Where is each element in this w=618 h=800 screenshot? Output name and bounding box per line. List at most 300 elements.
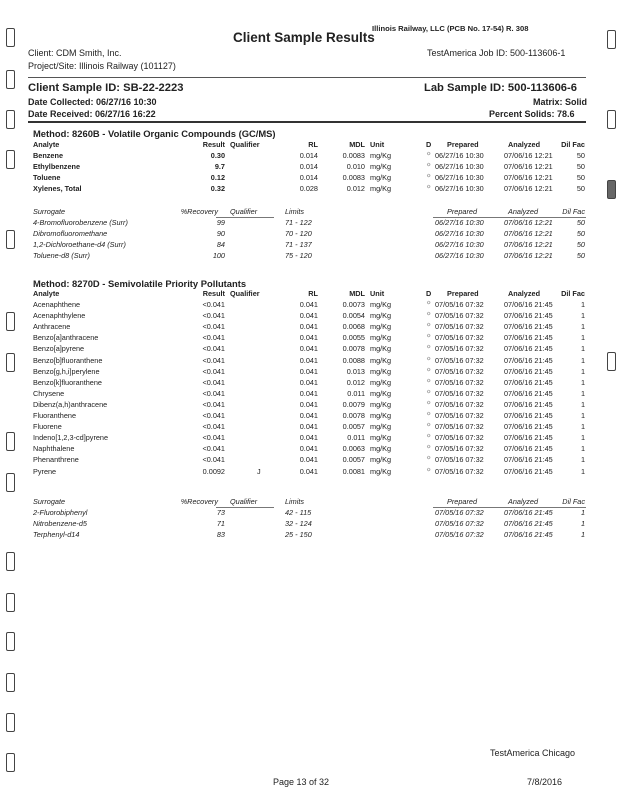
rl-value: 0.041: [299, 377, 318, 387]
prepared-date: 07/05/16 07:32: [435, 399, 484, 409]
col-d: D: [426, 289, 432, 298]
unit-value: mg/Kg: [370, 444, 392, 454]
analyte-name: Acenaphthene: [33, 300, 81, 310]
col-recovery: %Recovery: [180, 207, 218, 216]
dil-fac-value: 1: [580, 466, 585, 476]
lab-sample-id: Lab Sample ID: 500-113606-6: [424, 82, 577, 94]
analyte-name: Benzo[a]anthracene: [33, 333, 99, 343]
result-value: <0.041: [202, 444, 225, 454]
analyte-name: Pyrene: [33, 466, 57, 476]
col-surrogate: Surrogate: [33, 207, 66, 216]
limits-value: 70 - 120: [285, 229, 312, 239]
table-row: [33, 400, 593, 411]
rl-value: 0.014: [299, 162, 318, 172]
surrogate-name: Toluene-d8 (Surr): [33, 251, 90, 261]
rl-value: 0.041: [299, 399, 318, 409]
dil-fac-value: 1: [580, 322, 585, 332]
col-prepared: Prepared: [447, 140, 479, 149]
binder-hole: [607, 352, 616, 371]
analyzed-date: 07/06/16 21:45: [504, 399, 553, 409]
dil-fac-value: 1: [580, 311, 585, 321]
analyzed-date: 07/06/16 21:45: [504, 355, 553, 365]
analyte-name: Anthracene: [33, 322, 71, 332]
mdl-value: 0.0083: [342, 151, 365, 161]
results-body: [33, 151, 593, 195]
dry-weight-icon: ☼: [426, 366, 432, 373]
table-row: [33, 184, 593, 195]
col-analyzed: Analyzed: [508, 207, 539, 216]
prepared-date: 07/05/16 07:32: [435, 519, 484, 529]
rl-value: 0.041: [299, 444, 318, 454]
footer-page: Page 13 of 32: [273, 777, 330, 787]
result-value: <0.041: [202, 344, 225, 354]
prepared-date: 07/05/16 07:32: [435, 508, 484, 518]
analyzed-date: 07/06/16 21:45: [504, 322, 553, 332]
dil-fac-value: 1: [580, 300, 585, 310]
dil-fac-value: 1: [580, 377, 585, 387]
col-limits: Limits: [285, 497, 305, 506]
prepared-date: 06/27/16 10:30: [435, 251, 484, 261]
dry-weight-icon: ☼: [426, 399, 432, 406]
col-qualifier: Qualifier: [230, 140, 260, 149]
dry-weight-icon: ☼: [426, 377, 432, 384]
dil-fac-value: 1: [580, 355, 585, 365]
col-unit: Unit: [370, 289, 385, 298]
result-value: 9.7: [214, 162, 225, 172]
dil-fac-value: 50: [576, 240, 585, 250]
mdl-value: 0.0063: [342, 444, 365, 454]
analyzed-date: 07/06/16 21:45: [504, 388, 553, 398]
analyte-name: Fluorene: [33, 422, 62, 432]
table-row: [33, 467, 593, 478]
result-value: <0.041: [202, 300, 225, 310]
dry-weight-icon: ☼: [426, 322, 432, 329]
binder-hole: [6, 753, 15, 772]
mdl-value: 0.0083: [342, 173, 365, 183]
binder-hole: [6, 552, 15, 571]
binder-hole: [6, 110, 15, 129]
mdl-value: 0.0079: [342, 399, 365, 409]
unit-value: mg/Kg: [370, 300, 392, 310]
unit-value: mg/Kg: [370, 433, 392, 443]
surrogate-row: [33, 508, 593, 519]
col-analyte: Analyte: [33, 140, 60, 149]
mdl-value: 0.0068: [342, 322, 365, 332]
col-mdl: MDL: [349, 289, 365, 298]
analyzed-date: 07/06/16 21:45: [504, 466, 553, 476]
dil-fac-value: 50: [576, 162, 585, 172]
result-value: 0.0092: [202, 466, 225, 476]
prepared-date: 07/05/16 07:32: [435, 377, 484, 387]
rl-value: 0.014: [299, 151, 318, 161]
method-8270d-title: Method: 8270D - Semivolatile Priority Pollutants: [33, 278, 247, 289]
rl-value: 0.041: [299, 311, 318, 321]
dil-fac-value: 50: [576, 251, 585, 261]
surrogate-row: [33, 229, 593, 240]
dry-weight-icon: ☼: [426, 466, 432, 473]
dil-fac-value: 1: [580, 530, 585, 540]
rl-value: 0.041: [299, 344, 318, 354]
table-row: [33, 444, 593, 455]
limits-value: 71 - 122: [285, 218, 312, 228]
analyzed-date: 07/06/16 12:21: [504, 151, 553, 161]
rl-value: 0.014: [299, 173, 318, 183]
unit-value: mg/Kg: [370, 322, 392, 332]
lab-reference: Illinois Railway, LLC (PCB No. 17-54) R. 308: [372, 24, 529, 33]
prepared-date: 07/05/16 07:32: [435, 322, 484, 332]
unit-value: mg/Kg: [370, 333, 392, 343]
prepared-date: 07/05/16 07:32: [435, 466, 484, 476]
col-analyzed: Analyzed: [508, 140, 541, 149]
surrogate-name: Dibromofluoromethane: [33, 229, 108, 239]
analyte-name: Indeno[1,2,3-cd]pyrene: [33, 433, 109, 443]
page-title: Client Sample Results: [233, 30, 375, 45]
dry-weight-icon: ☼: [426, 444, 432, 451]
unit-value: mg/Kg: [370, 366, 392, 376]
analyzed-date: 07/06/16 21:45: [504, 422, 553, 432]
col-prepared: Prepared: [447, 207, 478, 216]
binder-hole: [6, 473, 15, 492]
dil-fac-value: 50: [576, 184, 585, 194]
mdl-value: 0.0078: [342, 411, 365, 421]
result-value: <0.041: [202, 399, 225, 409]
table-row: [33, 162, 593, 173]
unit-value: mg/Kg: [370, 151, 392, 161]
footer-company: TestAmerica Chicago: [490, 748, 576, 758]
prepared-date: 07/05/16 07:32: [435, 333, 484, 343]
result-value: <0.041: [202, 377, 225, 387]
prepared-date: 07/05/16 07:32: [435, 411, 484, 421]
binder-hole: [6, 632, 15, 651]
binder-hole: [6, 673, 15, 692]
method-8260b-title: Method: 8260B - Volatile Organic Compounds (GC/MS): [33, 128, 276, 139]
surrogate-name: Terphenyl-d14: [33, 530, 80, 540]
rl-value: 0.028: [299, 184, 318, 194]
binder-hole: [6, 353, 15, 372]
unit-value: mg/Kg: [370, 184, 392, 194]
analyzed-date: 07/06/16 21:45: [504, 455, 553, 465]
table-header: [33, 289, 593, 300]
binder-hole: [6, 70, 15, 89]
client-name: Client: CDM Smith, Inc.: [28, 48, 122, 58]
recovery-value: 90: [216, 229, 225, 239]
dil-fac-value: 1: [580, 508, 585, 518]
percent-solids: Percent Solids: 78.6: [489, 109, 575, 119]
divider: [28, 77, 586, 78]
col-analyzed: Analyzed: [508, 289, 541, 298]
col-prepared: Prepared: [447, 497, 478, 506]
prepared-date: 06/27/16 10:30: [435, 229, 484, 239]
result-value: <0.041: [202, 433, 225, 443]
results-body: [33, 300, 593, 478]
col-surrogate: Surrogate: [33, 497, 66, 506]
prepared-date: 06/27/16 10:30: [435, 151, 484, 161]
unit-value: mg/Kg: [370, 399, 392, 409]
dry-weight-icon: ☼: [426, 311, 432, 318]
rl-value: 0.041: [299, 355, 318, 365]
mdl-value: 0.0078: [342, 344, 365, 354]
table-row: [33, 151, 593, 162]
analyzed-date: 07/06/16 21:45: [504, 433, 553, 443]
unit-value: mg/Kg: [370, 355, 392, 365]
dry-weight-icon: ☼: [426, 355, 432, 362]
limits-value: 75 - 120: [285, 251, 312, 261]
rl-value: 0.041: [299, 366, 318, 376]
client-sample-id: Client Sample ID: SB-22-2223: [28, 82, 184, 94]
dil-fac-value: 50: [576, 229, 585, 239]
col-rl: RL: [308, 140, 318, 149]
binder-hole: [6, 150, 15, 169]
mdl-value: 0.0057: [342, 422, 365, 432]
limits-value: 71 - 137: [285, 240, 312, 250]
result-value: <0.041: [202, 422, 225, 432]
analyte-name: Benzo[b]fluoranthene: [33, 355, 103, 365]
rl-value: 0.041: [299, 422, 318, 432]
mdl-value: 0.0057: [342, 455, 365, 465]
surrogate-name: Nitrobenzene-d5: [33, 519, 87, 529]
dry-weight-icon: ☼: [426, 344, 432, 351]
unit-value: mg/Kg: [370, 344, 392, 354]
dil-fac-value: 1: [580, 333, 585, 343]
divider: [216, 507, 274, 508]
analyzed-date: 07/06/16 21:45: [504, 444, 553, 454]
dry-weight-icon: ☼: [426, 433, 432, 440]
mdl-value: 0.0088: [342, 355, 365, 365]
table-row: [33, 455, 593, 466]
result-value: <0.041: [202, 388, 225, 398]
prepared-date: 06/27/16 10:30: [435, 162, 484, 172]
divider: [28, 121, 586, 123]
binder-hole: [6, 713, 15, 732]
surrogate-row: [33, 251, 593, 262]
analyzed-date: 07/06/16 21:45: [504, 411, 553, 421]
table-row: [33, 322, 593, 333]
mdl-value: 0.011: [347, 433, 365, 443]
dry-weight-icon: ☼: [426, 422, 432, 429]
recovery-value: 99: [216, 218, 225, 228]
dry-weight-icon: ☼: [426, 388, 432, 395]
analyzed-date: 07/06/16 21:45: [504, 300, 553, 310]
table-row: [33, 389, 593, 400]
prepared-date: 07/05/16 07:32: [435, 530, 484, 540]
result-value: 0.30: [210, 151, 225, 161]
binder-hole: [6, 230, 15, 249]
result-value: <0.041: [202, 311, 225, 321]
recovery-value: 73: [216, 508, 225, 518]
analyte-name: Phenanthrene: [33, 455, 79, 465]
col-limits: Limits: [285, 207, 305, 216]
rl-value: 0.041: [299, 300, 318, 310]
mdl-value: 0.0073: [342, 300, 365, 310]
col-dil-fac: Dil Fac: [561, 140, 585, 149]
col-mdl: MDL: [349, 140, 365, 149]
table-row: [33, 378, 593, 389]
analyte-name: Benzo[k]fluoranthene: [33, 377, 102, 387]
dil-fac-value: 1: [580, 444, 585, 454]
method-8270d-table: [33, 289, 593, 478]
dil-fac-value: 1: [580, 388, 585, 398]
dry-weight-icon: ☼: [426, 411, 432, 418]
analyte-name: Acenaphthylene: [33, 311, 86, 321]
binder-hole: [607, 110, 616, 129]
dil-fac-value: 1: [580, 422, 585, 432]
col-dil-fac: Dil Fac: [561, 289, 585, 298]
prepared-date: 07/05/16 07:32: [435, 455, 484, 465]
analyte-name: Benzo[a]pyrene: [33, 344, 85, 354]
dil-fac-value: 50: [576, 151, 585, 161]
prepared-date: 07/05/16 07:32: [435, 422, 484, 432]
prepared-date: 06/27/16 10:30: [435, 218, 484, 228]
mdl-value: 0.012: [346, 377, 365, 387]
dil-fac-value: 1: [580, 455, 585, 465]
col-d: D: [426, 140, 432, 149]
analyzed-date: 07/06/16 21:45: [504, 519, 553, 529]
recovery-value: 100: [212, 251, 225, 261]
analyzed-date: 07/06/16 12:21: [504, 173, 553, 183]
col-unit: Unit: [370, 140, 385, 149]
divider: [433, 507, 586, 508]
prepared-date: 06/27/16 10:30: [435, 240, 484, 250]
mdl-value: 0.011: [347, 388, 365, 398]
analyte-name: Chrysene: [33, 388, 65, 398]
table-row: [33, 367, 593, 378]
limits-value: 32 - 124: [285, 519, 312, 529]
dry-weight-icon: ☼: [426, 455, 432, 462]
method-8260b-surrogates: [33, 207, 593, 262]
date-received: Date Received: 06/27/16 16:22: [28, 109, 156, 119]
col-result: Result: [202, 140, 225, 149]
rl-value: 0.041: [299, 322, 318, 332]
mdl-value: 0.0055: [342, 333, 365, 343]
rl-value: 0.041: [299, 455, 318, 465]
surrogate-name: 1,2-Dichloroethane-d4 (Surr): [33, 240, 126, 250]
analyzed-date: 07/06/16 21:45: [504, 344, 553, 354]
divider: [216, 217, 274, 218]
analyzed-date: 07/06/16 12:21: [504, 218, 553, 228]
dil-fac-value: 1: [580, 366, 585, 376]
binder-hole: [6, 593, 15, 612]
analyte-name: Fluoranthene: [33, 411, 77, 421]
prepared-date: 07/05/16 07:32: [435, 366, 484, 376]
unit-value: mg/Kg: [370, 311, 392, 321]
table-row: [33, 300, 593, 311]
mdl-value: 0.0054: [342, 311, 365, 321]
col-recovery: %Recovery: [180, 497, 218, 506]
unit-value: mg/Kg: [370, 455, 392, 465]
dry-weight-icon: ☼: [426, 162, 432, 169]
rl-value: 0.041: [299, 466, 318, 476]
table-row: [33, 311, 593, 322]
analyte-name: Dibenz(a,h)anthracene: [33, 399, 108, 409]
analyzed-date: 07/06/16 21:45: [504, 377, 553, 387]
unit-value: mg/Kg: [370, 377, 392, 387]
binder-hole: [6, 312, 15, 331]
dil-fac-value: 1: [580, 399, 585, 409]
project-site: Project/Site: Illinois Railway (101127): [28, 61, 176, 71]
binder-hole: [6, 28, 15, 47]
analyzed-date: 07/06/16 12:21: [504, 162, 553, 172]
col-analyzed: Analyzed: [508, 497, 539, 506]
rl-value: 0.041: [299, 388, 318, 398]
recovery-value: 84: [216, 240, 225, 250]
col-qualifier: Qualifier: [230, 289, 260, 298]
dry-weight-icon: ☼: [426, 184, 432, 191]
table-row: [33, 411, 593, 422]
unit-value: mg/Kg: [370, 466, 392, 476]
surrogate-body: [33, 508, 593, 541]
dry-weight-icon: ☼: [426, 300, 432, 307]
unit-value: mg/Kg: [370, 173, 392, 183]
rl-value: 0.041: [299, 411, 318, 421]
analyzed-date: 07/06/16 21:45: [504, 530, 553, 540]
prepared-date: 07/05/16 07:32: [435, 433, 484, 443]
binder-hole: [607, 30, 616, 49]
col-dil-fac: Dil Fac: [562, 207, 585, 216]
analyzed-date: 07/06/16 12:21: [504, 240, 553, 250]
analyzed-date: 07/06/16 12:21: [504, 251, 553, 261]
col-result: Result: [202, 289, 225, 298]
analyte-name: Ethylbenzene: [33, 162, 81, 172]
col-analyte: Analyte: [33, 289, 60, 298]
prepared-date: 07/05/16 07:32: [435, 355, 484, 365]
analyte-name: Xylenes, Total: [33, 184, 82, 194]
qualifier-value: J: [257, 466, 261, 476]
dil-fac-value: 50: [576, 173, 585, 183]
surrogate-row: [33, 240, 593, 251]
dil-fac-value: 1: [580, 433, 585, 443]
surrogate-body: [33, 218, 593, 262]
analyte-name: Benzene: [33, 151, 64, 161]
prepared-date: 06/27/16 10:30: [435, 173, 484, 183]
table-header: [33, 140, 593, 151]
analyte-name: Toluene: [33, 173, 61, 183]
analyzed-date: 07/06/16 21:45: [504, 333, 553, 343]
mdl-value: 0.010: [346, 162, 365, 172]
result-value: <0.041: [202, 366, 225, 376]
dil-fac-value: 1: [580, 519, 585, 529]
table-row: [33, 173, 593, 184]
job-id: TestAmerica Job ID: 500-113606-1: [427, 48, 566, 58]
recovery-value: 83: [216, 530, 225, 540]
result-value: 0.32: [210, 184, 225, 194]
analyzed-date: 07/06/16 21:45: [504, 366, 553, 376]
analyzed-date: 07/06/16 12:21: [504, 184, 553, 194]
col-qualifier: Qualifier: [230, 497, 258, 506]
dry-weight-icon: ☼: [426, 333, 432, 340]
unit-value: mg/Kg: [370, 411, 392, 421]
prepared-date: 06/27/16 10:30: [435, 184, 484, 194]
dil-fac-value: 1: [580, 344, 585, 354]
binder-hole: [607, 180, 616, 199]
recovery-value: 71: [216, 519, 225, 529]
prepared-date: 07/05/16 07:32: [435, 444, 484, 454]
divider: [433, 217, 586, 218]
result-value: <0.041: [202, 355, 225, 365]
table-row: [33, 422, 593, 433]
result-value: <0.041: [202, 333, 225, 343]
prepared-date: 07/05/16 07:32: [435, 344, 484, 354]
surrogate-row: [33, 218, 593, 229]
dry-weight-icon: ☼: [426, 173, 432, 180]
col-qualifier: Qualifier: [230, 207, 258, 216]
table-row: [33, 433, 593, 444]
result-value: <0.041: [202, 411, 225, 421]
prepared-date: 07/05/16 07:32: [435, 311, 484, 321]
prepared-date: 07/05/16 07:32: [435, 388, 484, 398]
matrix: Matrix: Solid: [533, 97, 588, 107]
dil-fac-value: 50: [576, 218, 585, 228]
surrogate-name: 4-Bromofluorobenzene (Surr): [33, 218, 128, 228]
